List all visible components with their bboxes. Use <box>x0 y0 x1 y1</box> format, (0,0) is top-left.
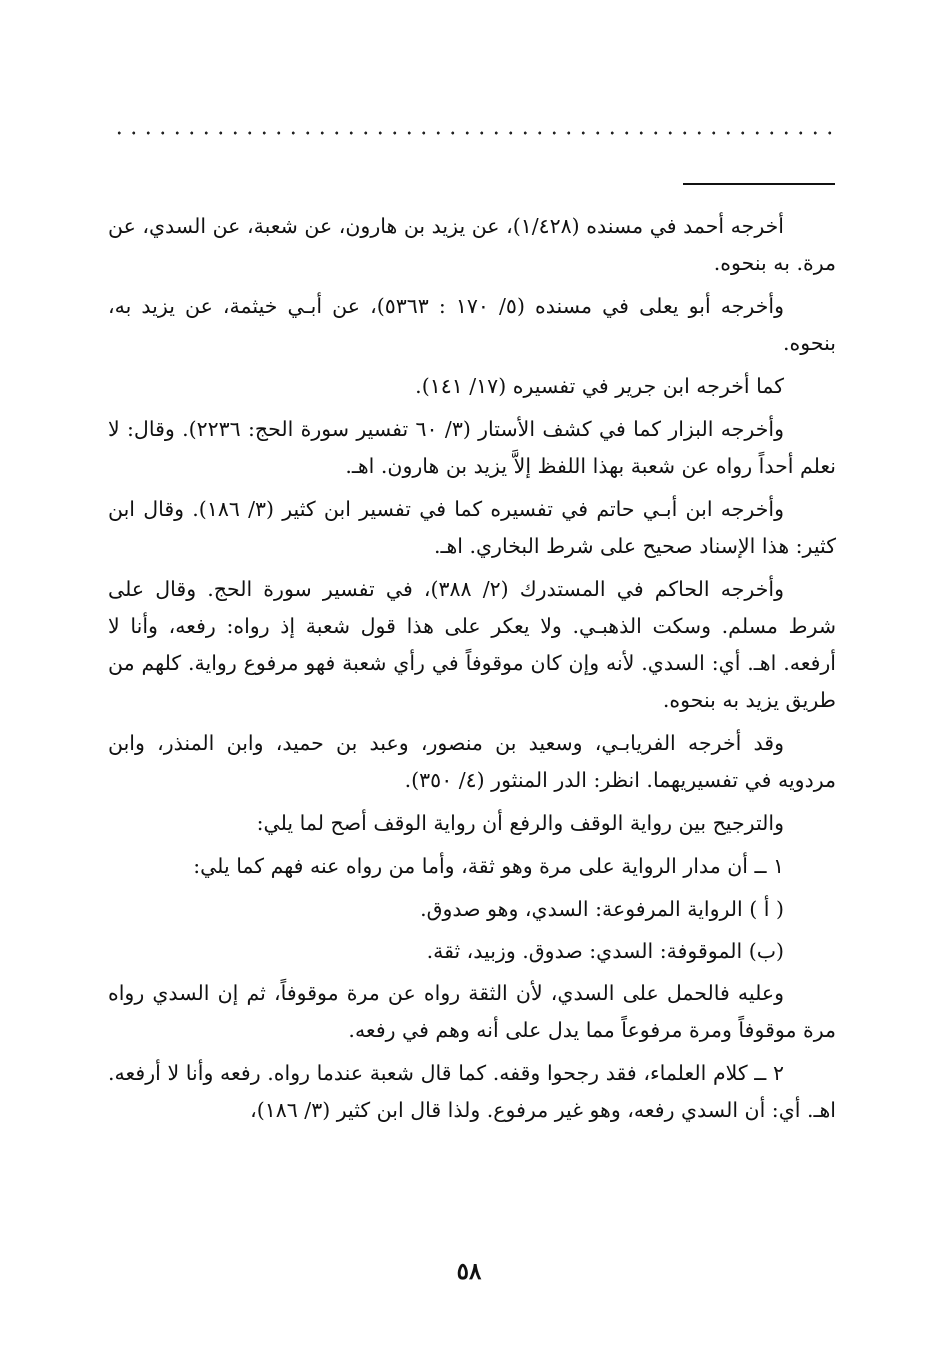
paragraph: وأخرجه البزار كما في كشف الأستار (٣/ ٦٠ تفسير سورة الحج: ٢٢٣٦). وقال: لا نعلم أحداً رواه عن شعبة بهذا اللفظ إلاَّ يزيد بن هارون. اهـ. <box>108 417 836 478</box>
list-item: ٢ ــ كلام العلماء، فقد رجحوا وقفه. كما قال شعبة عندما رواه. رفعه وأنا لا أرفعه. اهـ. أي: أن السدي رفعه، وهو غير مرفوع. ولذا قال ابن كثير (٣/ ١٨٦)، <box>108 1061 836 1122</box>
paragraph: وعليه فالحمل على السدي، لأن الثقة رواه عن مرة موقوفاً، ثم إن السدي رواه مرة موقوفاً ومرة مرفوعاً مما يدل على أنه وهم في رفعه. <box>108 981 836 1042</box>
footnote-text <box>108 208 836 1135</box>
paragraph: وأخرجه أبو يعلى في مسنده (٥/ ١٧٠ : ٥٣٦٣)، عن أبـي خيثمة، عن يزيد به، بنحوه. <box>108 294 836 355</box>
paragraph: كما أخرجه ابن جرير في تفسيره (١٧/ ١٤١). <box>415 374 784 398</box>
dotted-separator <box>112 128 834 138</box>
paragraph: وأخرجه ابن أبـي حاتم في تفسيره كما في تفسير ابن كثير (٣/ ١٨٦). وقال ابن كثير: هذا الإسناد صحيح على شرط البخاري. اهـ. <box>108 497 836 558</box>
list-item: ١ ــ أن مدار الرواية على مرة وهو ثقة، وأما من رواه عنه فهم كما يلي: <box>193 854 784 878</box>
paragraph: والترجيح بين رواية الوقف والرفع أن رواية الوقف أصح لما يلي: <box>256 811 784 835</box>
paragraph: وأخرجه الحاكم في المستدرك (٢/ ٣٨٨)، في تفسير سورة الحج. وقال على شرط مسلم. وسكت الذهبـي. ولا يعكر على هذا قول شعبة إذ رواه: رفعه، وأنا لا أرفعه. اهـ. أي: السدي. لأنه وإن كان موقوفاً في رأي شعبة فهو مرفوع رواية. كلهم من طريق يزيد به بنحوه. <box>108 577 836 712</box>
page-number: ٥٨ <box>456 1258 482 1285</box>
paragraph: وقد أخرجه الفريابـي، وسعيد بن منصور، وعبد بن حميد، وابن المنذر، وابن مردويه في تفسيريهما. انظر: الدر المنثور (٤/ ٣٥٠). <box>108 731 836 792</box>
sub-list-item: (ب) الموقوفة: السدي: صدوق. وزبيد، ثقة. <box>426 939 784 963</box>
footnote-rule <box>683 183 835 185</box>
paragraph: أخرجه أحمد في مسنده (١/٤٢٨)، عن يزيد بن هارون، عن شعبة، عن السدي، عن مرة. به بنحوه. <box>108 214 836 275</box>
sub-list-item: ( أ ) الرواية المرفوعة: السدي، وهو صدوق. <box>420 897 784 921</box>
